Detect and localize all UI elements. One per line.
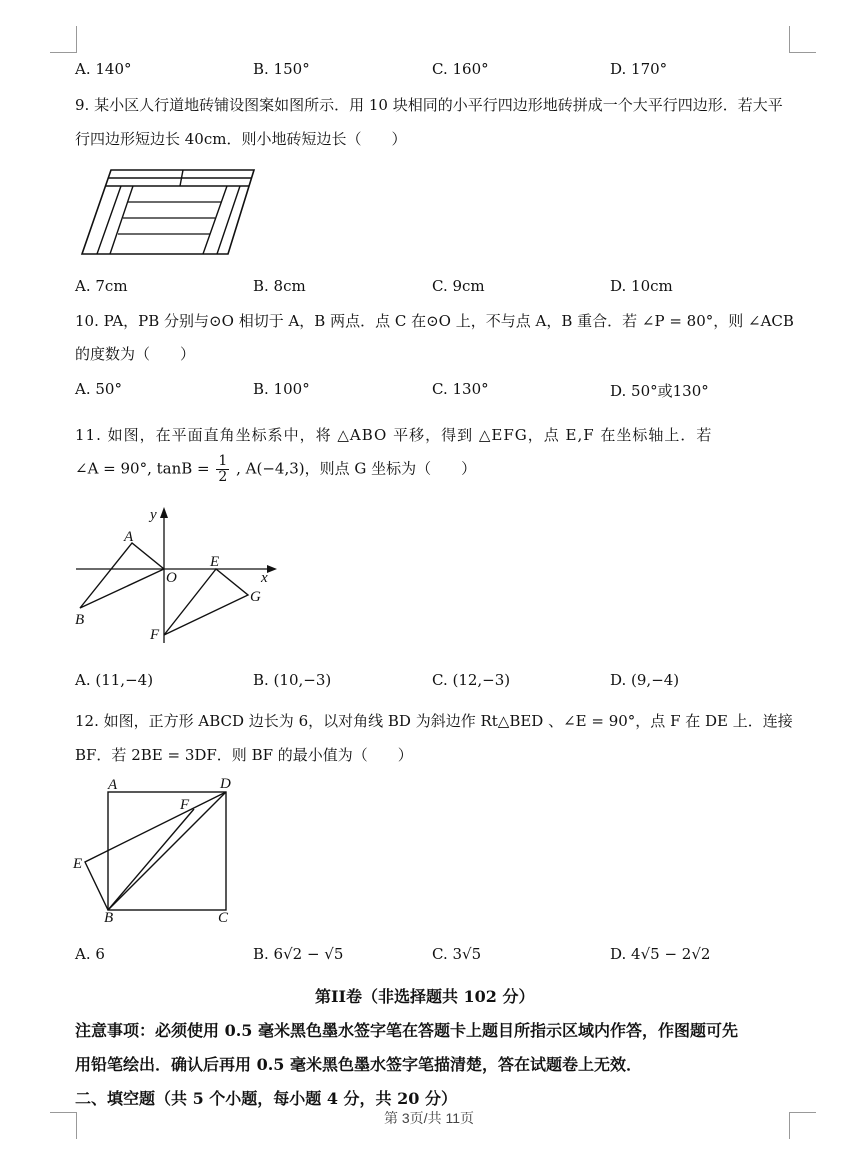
q8-option-a: A. 140° [75,60,132,78]
fill-in-blank-heading: 二、填空题（共 5 个小题，每小题 4 分，共 20 分） [75,1089,457,1108]
q12-option-d: D. 4√5 − 2√2 [610,945,711,963]
q11-option-b: B. (10,−3) [253,671,332,689]
section-2-title: 第II卷（非选择题共 102 分） [315,987,535,1006]
q12-stem-line1: 12. 如图，正方形 ABCD 边长为 6，以对角线 BD 为斜边作 Rt△BED 、∠E = 90°，点 F 在 DE 上．连接 [75,712,793,730]
q12-label-b: B [104,910,114,926]
q11-option-d: D. (9,−4) [610,671,680,689]
page-footer: 第 3页/共 11页 [384,1110,474,1126]
q11-coordinate-figure [72,505,282,645]
q12-square-figure [72,774,242,926]
q9-tile-figure [78,166,258,258]
section-2-notice-line1: 注意事项：必须使用 0.5 毫米黑色墨水签字笔在答题卡上题目所指示区域内作答，作图题可先 [75,1021,738,1040]
q9-option-b: B. 8cm [253,277,306,295]
q9-option-d: D. 10cm [610,277,673,295]
q11-stem-line1: 11. 如图，在平面直角坐标系中，将 △ABO 平移，得到 △EFG，点 E,F 在坐标轴上．若 [75,426,713,444]
q10-stem-line2: 的度数为（ ） [75,345,196,363]
q9-option-c: C. 9cm [432,277,485,295]
q12-label-c: C [218,910,229,926]
q10-option-c: C. 130° [432,380,489,398]
corner-mark-top-right [789,26,816,53]
q9-stem-line1: 9. 某小区人行道地砖铺设图案如图所示．用 10 块相同的小平行四边形地砖拼成一个大平行四边形．若大平 [75,96,783,114]
q9-option-a: A. 7cm [75,277,128,295]
q12-label-e: E [73,856,83,872]
q12-label-a: A [108,777,118,793]
q10-option-d: D. 50°或130° [610,382,709,400]
q12-option-c: C. 3√5 [432,945,482,963]
q11-fraction [216,454,229,485]
q11-fraction-denominator: 2 [218,469,228,485]
q11-condition-end: , A(−4,3)，则点 G 坐标为（ ） [236,459,477,478]
q10-option-b: B. 100° [253,380,310,398]
q12-label-f: F [180,797,190,813]
q12-option-b: B. 6√2 − √5 [253,945,344,963]
q10-option-a: A. 50° [75,380,122,398]
q11-label-g: G [250,589,261,605]
corner-mark-top-left [50,26,77,53]
q11-label-b: B [75,612,85,628]
q9-stem-line2: 行四边形短边长 40cm．则小地砖短边长（ ） [75,130,407,148]
q11-stem-line2 [75,454,476,485]
corner-mark-bottom-left [50,1112,77,1139]
q8-option-d: D. 170° [610,60,668,78]
q8-option-b: B. 150° [253,60,310,78]
q11-condition: ∠A = 90°, tanB = [75,459,210,478]
q12-option-a: A. 6 [75,945,105,963]
q11-option-c: C. (12,−3) [432,671,511,689]
q12-stem-line2: BF．若 2BE = 3DF．则 BF 的最小值为（ ） [75,746,413,764]
q11-label-y: y [150,507,157,523]
q12-label-d: D [220,776,231,792]
q11-fraction-numerator: 1 [218,453,228,469]
q8-option-c: C. 160° [432,60,489,78]
q11-label-x: x [261,570,268,586]
section-2-notice-line2: 用铅笔绘出．确认后再用 0.5 毫米黑色墨水签字笔描清楚，答在试题卷上无效． [75,1055,642,1074]
corner-mark-bottom-right [789,1112,816,1139]
q10-stem-line1: 10. PA，PB 分别与⊙O 相切于 A，B 两点．点 C 在⊙O 上，不与点 A，B 重合．若 ∠P = 80°，则 ∠ACB [75,312,794,330]
q11-label-f: F [150,627,160,643]
q11-option-a: A. (11,−4) [75,671,154,689]
q11-label-a: A [124,529,134,545]
q11-label-e: E [210,554,220,570]
q11-label-o: O [166,570,177,586]
